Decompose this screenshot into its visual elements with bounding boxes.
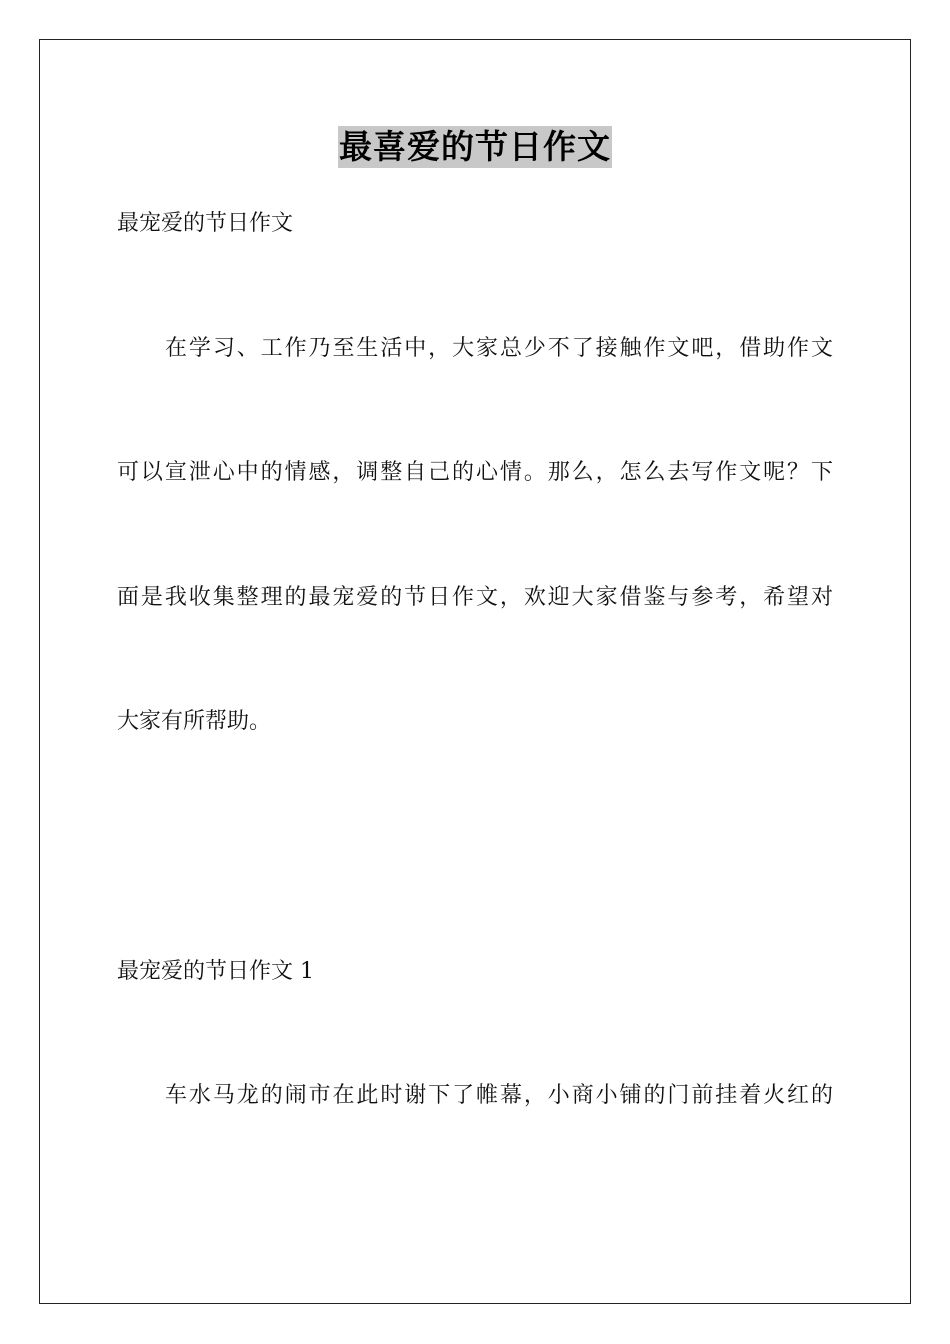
section-heading: 最宠爱的节日作文 1 — [117, 959, 314, 984]
intro-line-2: 可以宣泄心中的情感，调整自己的心情。那么，怎么去写作文呢？下 — [117, 460, 833, 485]
intro-line-1: 在学习、工作乃至生活中，大家总少不了接触作文吧，借助作文 — [165, 336, 833, 361]
intro-line-4: 大家有所帮助。 — [117, 709, 272, 734]
title-container — [0, 126, 950, 168]
intro-line-3: 面是我收集整理的最宠爱的节日作文，欢迎大家借鉴与参考，希望对 — [117, 585, 833, 610]
document-subtitle: 最宠爱的节日作文 — [117, 211, 294, 236]
section-paragraph-line-1: 车水马龙的闹市在此时谢下了帷幕，小商小铺的门前挂着火红的 — [165, 1083, 833, 1108]
document-title: 最喜爱的节日作文 — [339, 127, 611, 166]
